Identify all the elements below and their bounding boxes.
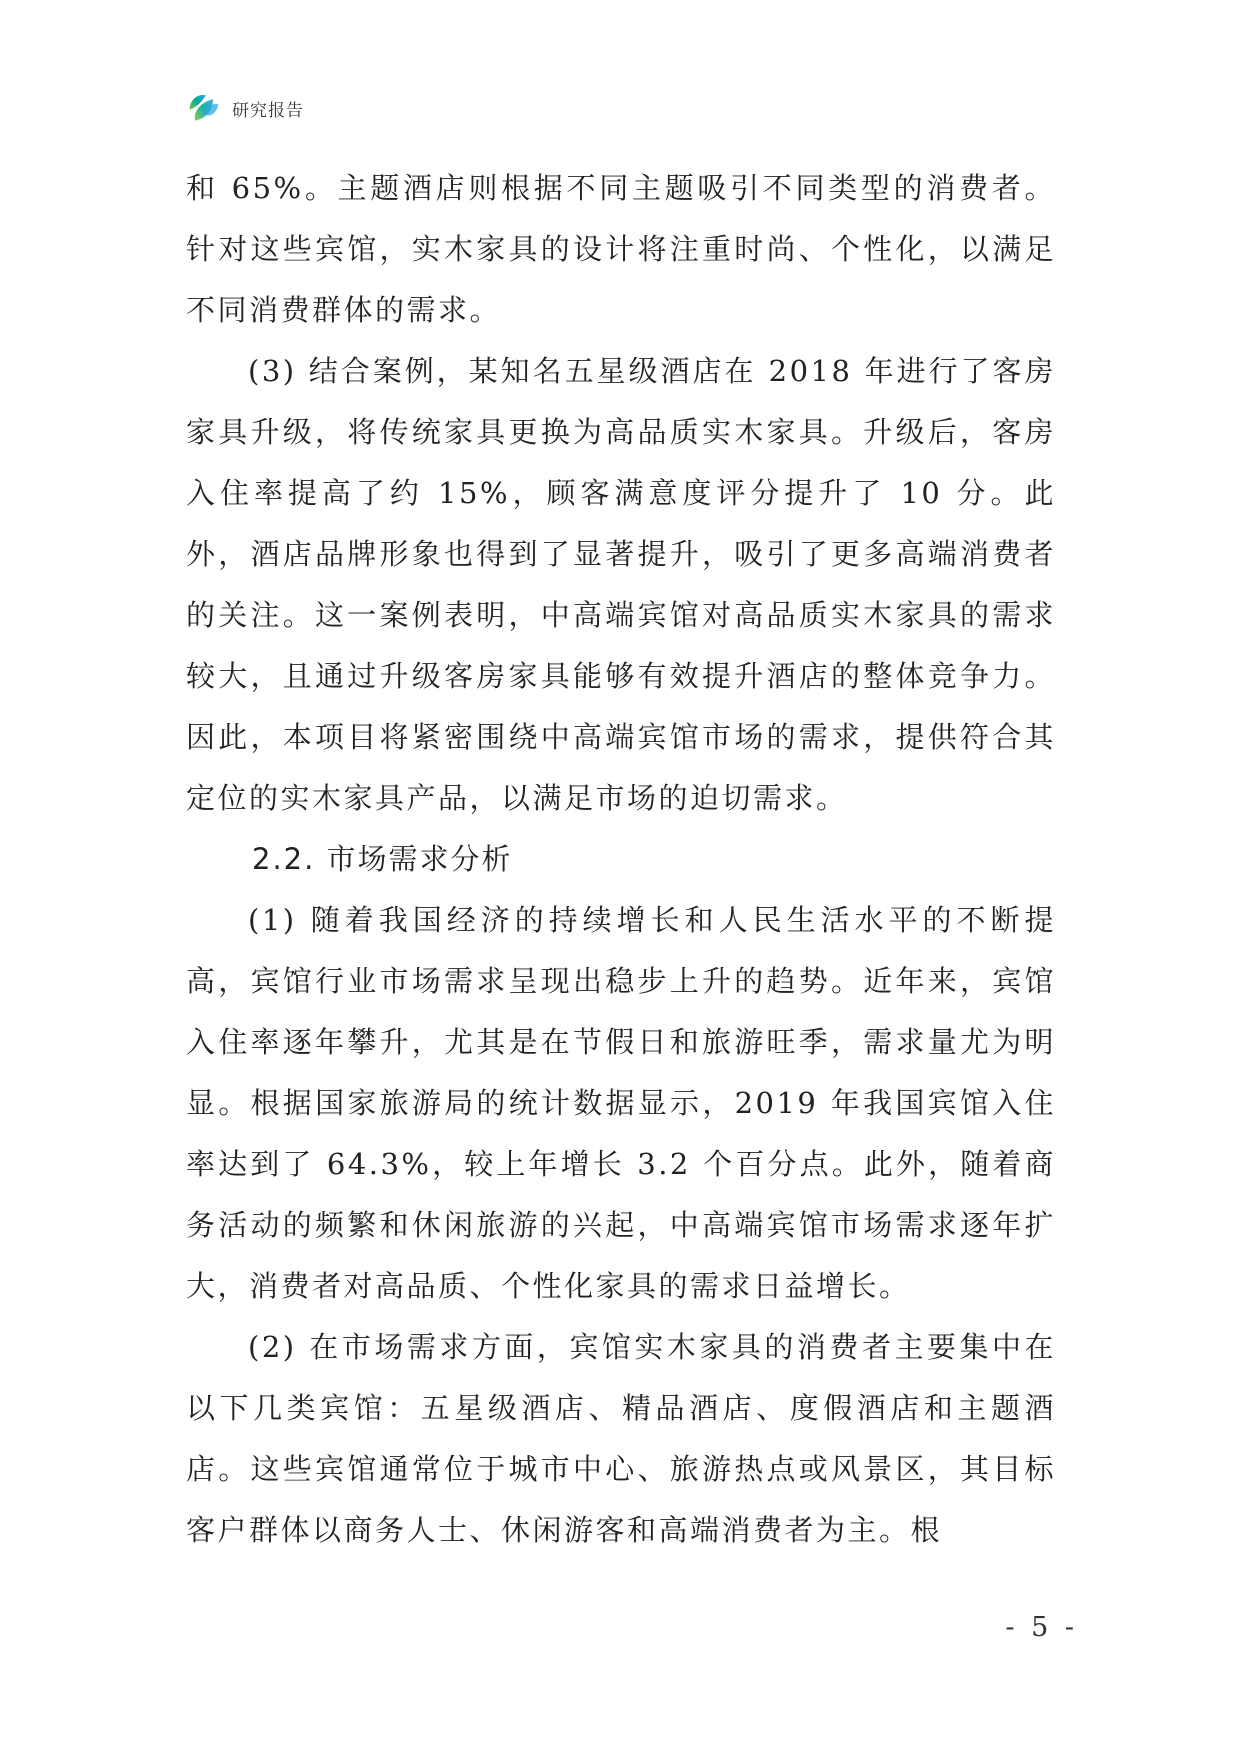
paragraph-1: 和 65%。主题酒店则根据不同主题吸引不同类型的消费者。针对这些宾馆，实木家具的设计将注重时尚、个性化，以满足不同消费群体的需求。	[186, 171, 1056, 327]
paragraph-2: (3) 结合案例，某知名五星级酒店在 2018 年进行了客房家具升级，将传统家具更换为高品质实木家具。升级后，客房入住率提高了约 15%，顾客满意度评分提升了 10 分。此外，酒店品牌形象也得到了显著提升，吸引了更多高端消费者的关注。这一案例表明，中高端宾馆对高品质实木家具的需求较大，且通过升级客房家具能够有效提升酒店的整体竞争力。因此，本项目将紧密围绕中高端宾馆市场的需求，提供符合其定位的实木家具产品，以满足市场的迫切需求。	[186, 354, 1056, 815]
section-heading: 2.2. 市场需求分析	[252, 842, 513, 876]
paragraph-3: (1) 随着我国经济的持续增长和人民生活水平的不断提高，宾馆行业市场需求呈现出稳步上升的趋势。近年来，宾馆入住率逐年攀升，尤其是在节假日和旅游旺季，需求量尤为明显。根据国家旅游局的统计数据显示，2019 年我国宾馆入住率达到了 64.3%，较上年增长 3.2 个百分点。此外，随着商务活动的频繁和休闲旅游的兴起，中高端宾馆市场需求逐年扩大，消费者对高品质、个性化家具的需求日益增长。	[186, 903, 1056, 1303]
document-body	[186, 158, 1056, 1561]
header-title: 研究报告	[232, 100, 304, 121]
page-header	[186, 88, 304, 128]
page-number: - 5 -	[1005, 1612, 1078, 1643]
gradient-leaf-logo-icon	[186, 90, 222, 126]
paragraph-4: (2) 在市场需求方面，宾馆实木家具的消费者主要集中在以下几类宾馆：五星级酒店、精品酒店、度假酒店和主题酒店。这些宾馆通常位于城市中心、旅游热点或风景区，其目标客户群体以商务人士、休闲游客和高端消费者为主。根	[186, 1330, 1056, 1547]
